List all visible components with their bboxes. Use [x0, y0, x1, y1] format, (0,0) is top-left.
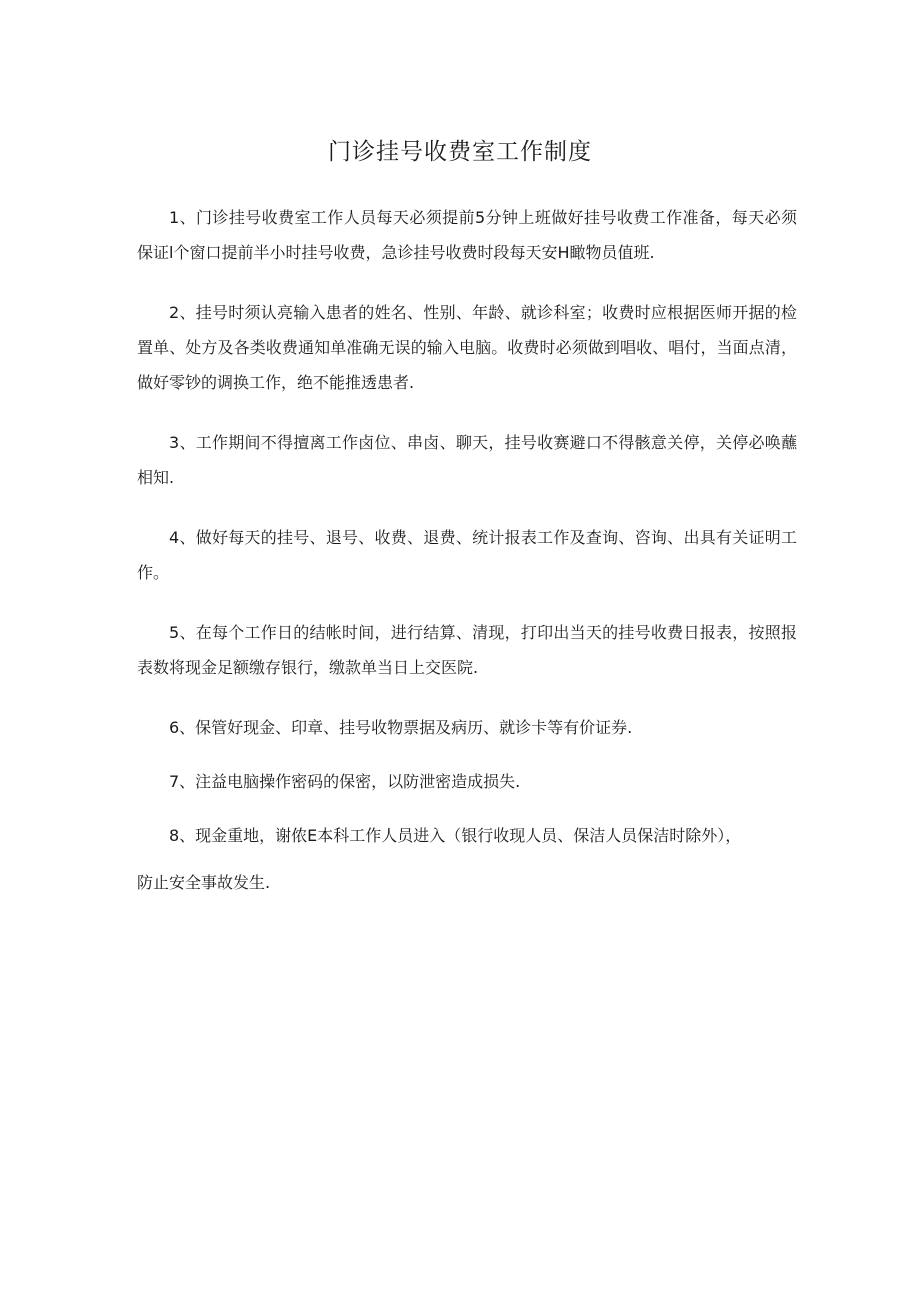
clause-3: 3、工作期间不得擅离工作卤位、串卤、聊天，挂号收赛避口不得骸意关停，关停必唤蘸相知.	[137, 433, 797, 487]
clause-8-tail: 防止安全事故发生.	[137, 873, 271, 892]
clause-8-text: 8、现金重地，谢侬E本科工作人员进入（银行收现人员、保洁人员保洁时除外），	[169, 826, 742, 845]
clause-2: 2、挂号时须认亮输入患者的姓名、性别、年龄、就诊科室；收费时应根据医师开据的检置单、处方及各类收费通知单准确无误的输入电脑。收费时必须做到唱收、唱付，当面点清，做好零钞的调换工作，绝不能推透患者.	[137, 303, 797, 392]
document-title: 门诊挂号收费室工作制度	[328, 139, 592, 165]
clause-7: 7、注益电脑操作密码的保密，以防泄密造成损失.	[169, 772, 521, 791]
clause-8	[137, 818, 797, 900]
clause-6: 6、保管好现金、印章、挂号收物票据及病历、就诊卡等有价证券.	[169, 718, 633, 737]
clause-list	[137, 200, 797, 900]
clause-5: 5、在每个工作日的结帐时间，进行结算、清现，打印出当天的挂号收费日报表，按照报表数将现金足额缴存银行，缴款单当日上交医院.	[137, 623, 797, 677]
clause-1: 1、门诊挂号收费室工作人员每天必须提前5分钟上班做好挂号收费工作准备，每天必须保证l个窗口提前半小时挂号收费，急诊挂号收费时段每天安H瞰物员值班.	[137, 208, 797, 262]
clause-4: 4、做好每天的挂号、退号、收费、退费、统计报表工作及查询、咨询、出具有关证明工作。	[137, 528, 797, 582]
